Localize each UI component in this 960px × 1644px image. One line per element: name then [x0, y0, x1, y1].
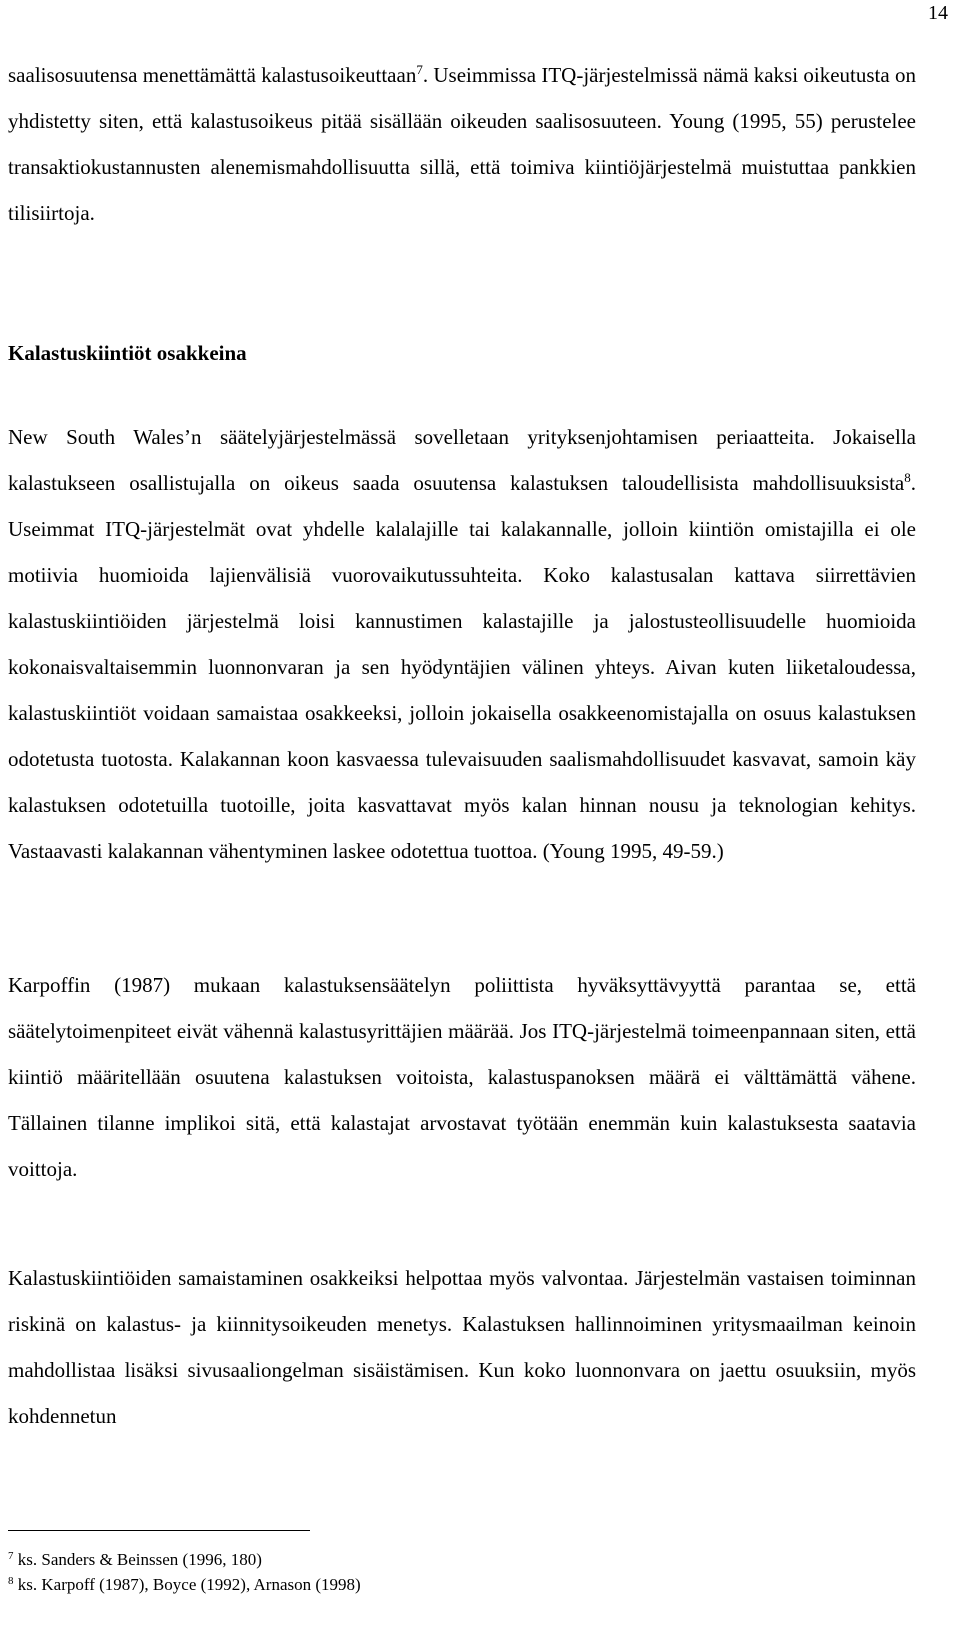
paragraph-4: Kalastuskiintiöiden samaistaminen osakkeiksi helpottaa myös valvontaa. Järjestelmän vastaisen toiminnan riskinä on kalastus- ja kiinnitysoikeuden menetys. Kalastuksen hallinnoiminen yritysmaailman keinoin mahdollistaa lisäksi sivusaaliongelman sisäistämisen. Kun koko luonnonvara on jaettu osuuksiin, myös kohdennetun: [8, 1266, 916, 1428]
paragraph-1-text-b: . Useimmissa ITQ-järjestelmissä nämä kaksi oikeutusta on yhdistetty siten, että kalastusoikeus pitää sisällään oikeuden saalisosuuteen. Young (1995, 55) perustelee transaktiokustannusten alenemismahdollisuutta sillä, että toimiva kiintiöjärjestelmä muistuttaa pankkien tilisiirtoja.: [8, 63, 916, 225]
paragraph-1-text-a: saalisosuutensa menettämättä kalastusoikeuttaan: [8, 63, 417, 87]
paragraph-2-text-b: . Useimmat ITQ-järjestelmät ovat yhdelle kalalajille tai kalakannalle, jolloin kiintiön omistajilla ei ole motiivia huomioida lajienvälisiä vuorovaikutussuhteita. Koko kalastusalan kattava siirrettävien kalastuskiintiöiden järjestelmä loisi kannustimen kalastajille ja jalostusteollisuudelle huomioida kokonaisvaltaisemmin luonnonvaran ja sen hyödyntäjien välinen yhteys. Aivan kuten liiketaloudessa, kalastuskiintiöt voidaan samaistaa osakkeeksi, jolloin jokaisella osakkeenomistajalla on osuus kalastuksen odotetusta tuotosta. Kalakannan koon kasvaessa tulevaisuuden saalismahdollisuudet kasvavat, samoin käy kalastuksen odotetuilla tuotoille, joita kasvattavat myös kalan hinnan nousu ja teknologian kehitys. Vastaavasti kalakannan vähentyminen laskee odotettua tuottoa. (Young 1995, 49-59.): [8, 471, 916, 863]
footnote-7-text: ks. Sanders & Beinssen (1996, 180): [17, 1550, 262, 1569]
paragraph-2-text-a: New South Wales’n säätelyjärjestelmässä sovelletaan yrityksenjohtamisen periaatteita. Jokaisella kalastukseen osallistujalla on oikeus saada osuutensa kalastuksen taloudellisista mahdollisuuksista: [8, 425, 916, 495]
footnote-ref-7[interactable]: 7: [416, 62, 423, 77]
footnote-8: [8, 1575, 361, 1595]
footnote-separator: [8, 1530, 310, 1531]
footnote-7-number: 7: [8, 1550, 14, 1562]
footnote-8-text: ks. Karpoff (1987), Boyce (1992), Arnason (1998): [17, 1575, 361, 1594]
footnote-7: [8, 1550, 262, 1570]
paragraph-2: [8, 414, 916, 874]
page-number: 14: [928, 2, 948, 24]
paragraph-1: [8, 52, 916, 236]
paragraph-3: Karpoffin (1987) mukaan kalastuksensäätelyn poliittista hyväksyttävyyttä parantaa se, että säätelytoimenpiteet eivät vähennä kalastusyrittäjien määrää. Jos ITQ-järjestelmä toimeenpannaan siten, että kiintiö määritellään osuutena kalastuksen voitoista, kalastuspanoksen määrä ei välttämättä vähene. Tällainen tilanne implikoi sitä, että kalastajat arvostavat työtään enemmän kuin kalastuksesta saatavia voittoja.: [8, 973, 916, 1181]
section-heading: Kalastuskiintiöt osakkeina: [8, 341, 247, 365]
footnote-8-number: 8: [8, 1575, 14, 1587]
footnote-ref-8[interactable]: 8: [904, 470, 911, 485]
